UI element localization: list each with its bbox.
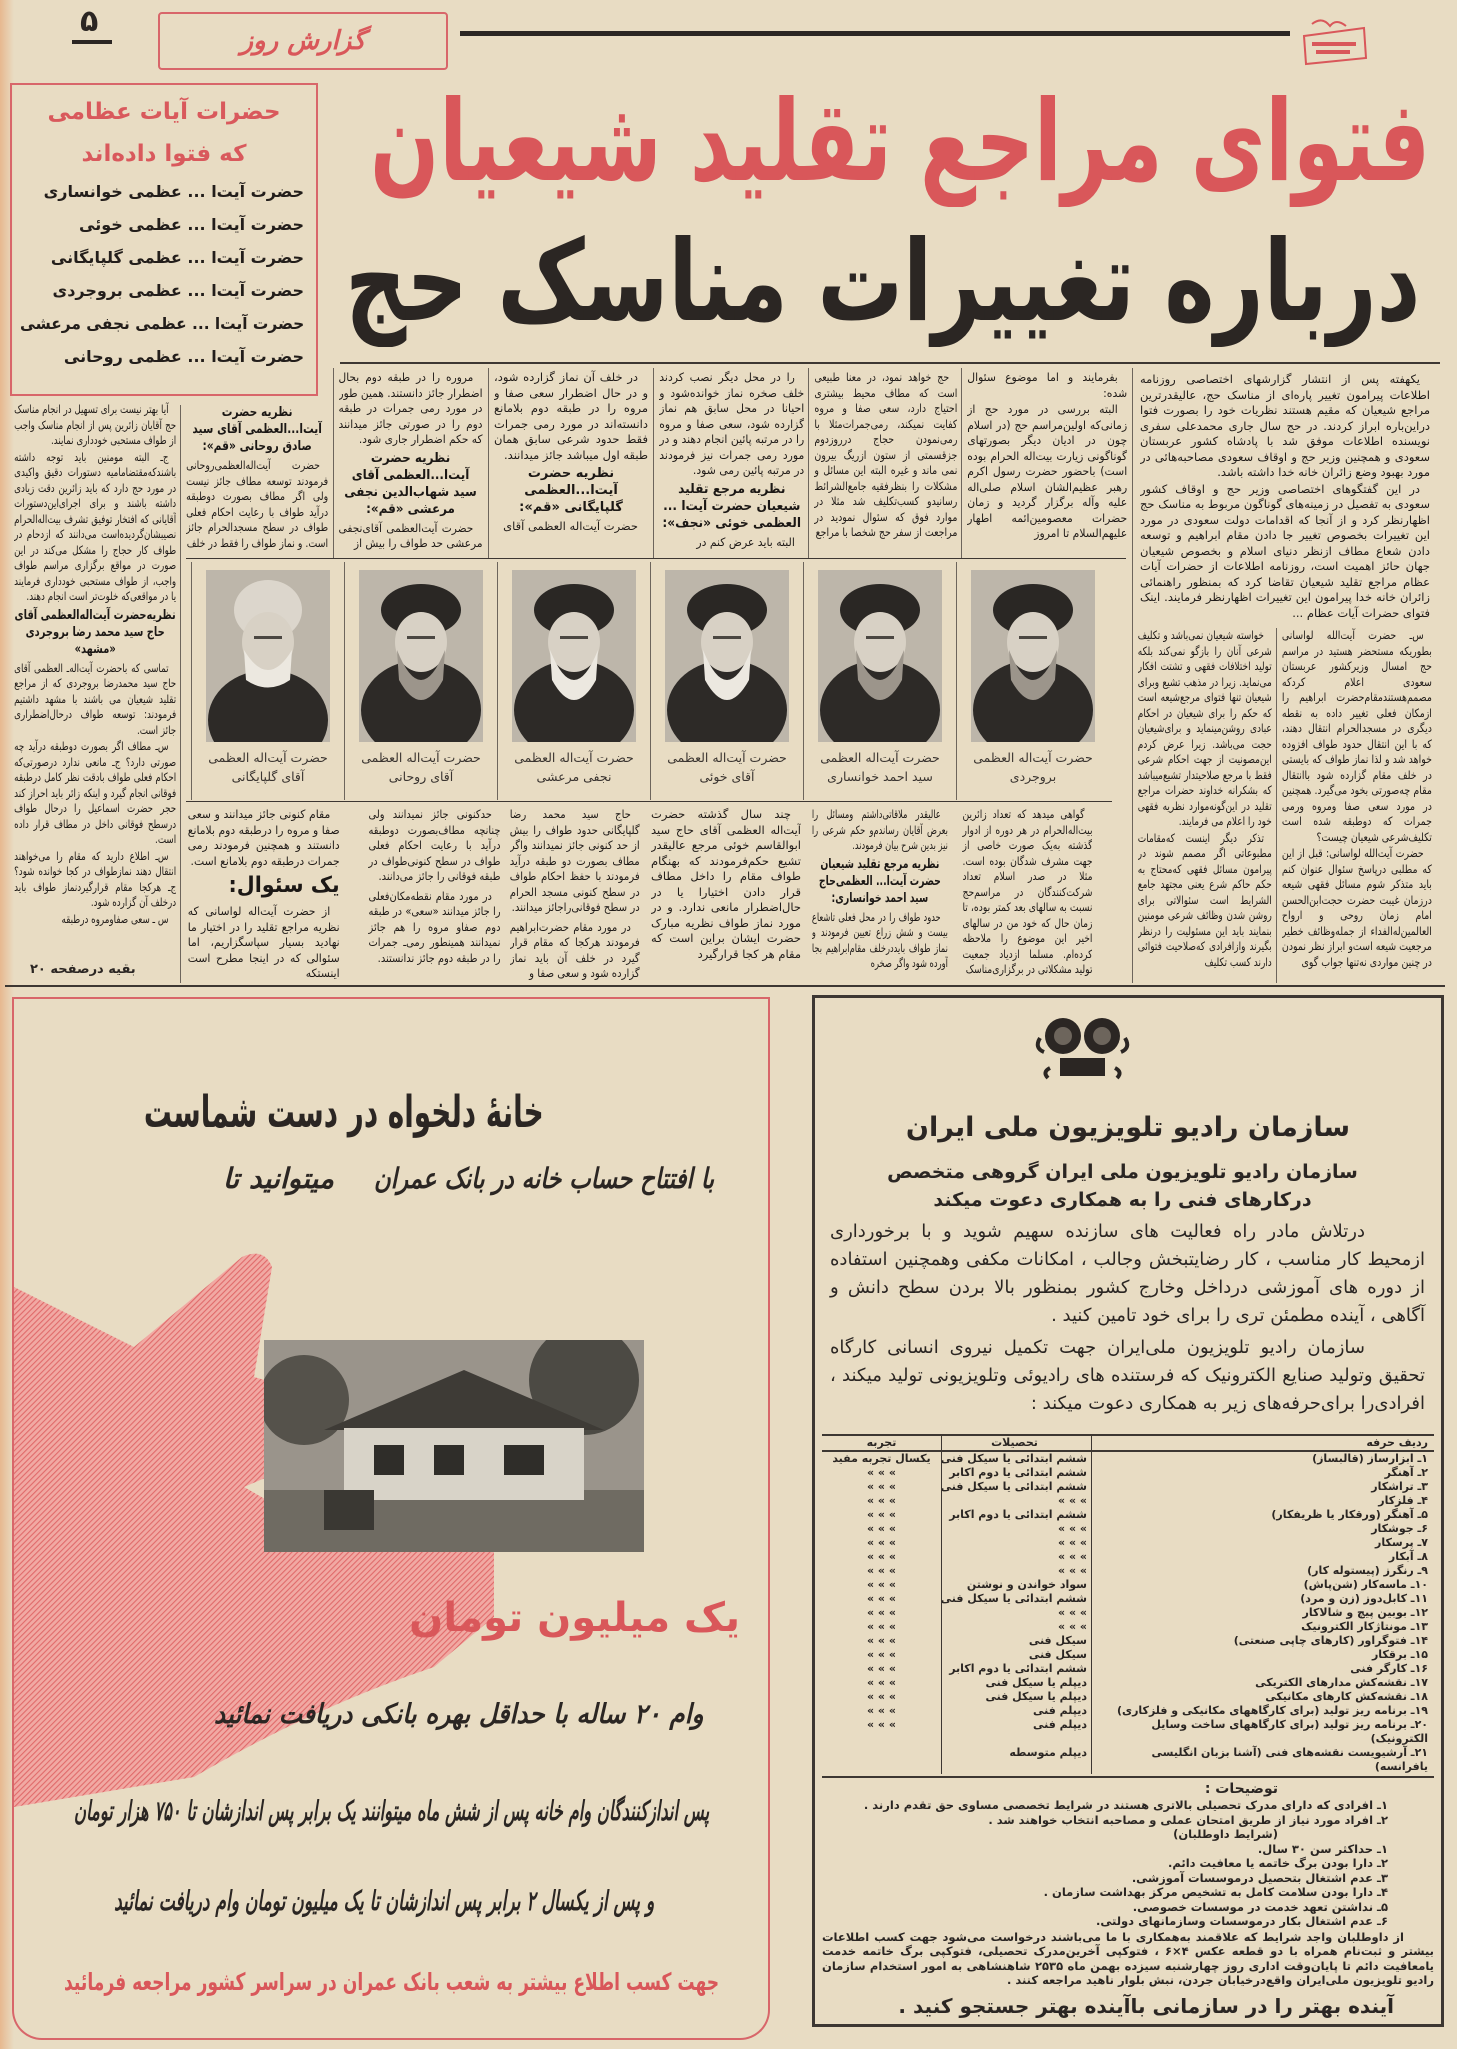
table-row xyxy=(822,1536,1434,1550)
cell-education: » » » xyxy=(942,1564,1092,1578)
cell-experience: » » » xyxy=(822,1718,942,1746)
portrait-caption-name: آقای خوئی xyxy=(699,769,755,784)
headline-line1-box xyxy=(370,72,1430,212)
headline-line2-box xyxy=(345,215,1420,350)
column-divider xyxy=(333,368,334,558)
ad-headline-box xyxy=(144,1085,544,1141)
article-paragraph: البته بررسی در مورد حج از زمانی‌که اولین‌مراسم حج (در اسلام چون در ادیان دیگر بصورتهای گوناگونی زیارت بیت‌اله الحرام بوده است) باحضور حضرت رسول اکرم رهبر عظیم‌الشان اسلام صلی‌اله علیه وآله برگزار گردید و زمان حضرات معصومین‌ائمه اطهار علیهم‌السلام تا امروز xyxy=(967,402,1127,540)
portrait-caption-name: نجفی مرعشی xyxy=(536,769,612,784)
column-divider xyxy=(180,405,181,983)
cell-education: سیکل فنی xyxy=(942,1634,1092,1648)
column-text xyxy=(339,370,483,553)
header-trade: ردیف حرفه xyxy=(1366,1436,1428,1449)
column-text xyxy=(186,402,328,552)
cell-education: ششم ابتدائی یا دوم اکابر xyxy=(942,1466,1092,1480)
article-paragraph: س‌ـ حضرت آیت‌الله لواسانی بطوریکه مستحضر هستید در مراسم حج امسال وزیرکشور عربستان سعودی اعلام کردکه مصمم‌هستندمقام‌حضرت ابراهیم را ازمکان فعلی تغییر داده به نقطه دیگری در مسجدالحرام انتقال دهند، که با این انتقال حدود طواف افزوده خواهد شد و لذا نماز طواف که بایستی در خلف مقام گزارده شود باانتقال مقام چه‌صورتی بخود می‌گیرد. همچنین در مورد سعی صفا ومروه ورمی جمرات که دوطبقه شده است تکلیف‌شرعی شیعیان چیست؟ xyxy=(1282,628,1432,844)
cleric-portrait-image xyxy=(206,570,330,742)
condition-item: ۱ـ حداکثر سن ۳۰ سال. xyxy=(1257,1841,1388,1856)
table-row xyxy=(822,1564,1434,1578)
ad-line-1: وام ۲۰ ساله با حداقل بهره بانکی دریافت نمائید xyxy=(214,1699,704,1730)
cell-trade: ۱ـ ابزارساز (قالبساز) xyxy=(1312,1452,1428,1465)
article-paragraph: عالیقدر ملاقاتی‌داشتم ومسائل را بعرض آقایان رساندم‌و حکم شرعی را نیز بدین شرح بیان فرمودند. xyxy=(812,807,948,852)
cleric-portrait-image xyxy=(818,570,942,742)
ad-top-border xyxy=(12,997,770,999)
table-row xyxy=(822,1550,1434,1564)
page-number-rule xyxy=(72,40,112,44)
column-text xyxy=(188,807,340,983)
ad-line-2-box xyxy=(74,1787,709,1837)
article-paragraph: حدکنونی جائز نمیدانند ولی چنانچه مطاف‌بصورت دوطبقه درآید با رعایت احکام فعلی طواف در سطح کنونی‌طواف در طبقه فوقانی را جائز می‌دانند. xyxy=(368,807,500,883)
cell-experience: » » » xyxy=(822,1648,942,1662)
article-paragraph: حضرت آیت‌العظمی آقای‌نجفی مرعشی حد طواف را بیش از xyxy=(339,520,483,550)
house-image xyxy=(264,1340,644,1552)
table-row xyxy=(822,1508,1434,1522)
article-column xyxy=(339,370,483,556)
cell-trade: ۱۱ـ کابل‌دوز (زن و مرد) xyxy=(1300,1592,1428,1605)
lower-section-rule xyxy=(5,985,1445,987)
cell-experience: » » » xyxy=(822,1578,942,1592)
article-paragraph: س ـ سعی صفاومروه درطبقه xyxy=(61,911,169,926)
column-text xyxy=(967,370,1127,543)
column-text xyxy=(812,807,948,973)
cell-education: ششم ابتدائی یا سیکل فنی xyxy=(942,1452,1092,1466)
cleric-portrait-image xyxy=(665,570,789,742)
cell-experience: » » » xyxy=(822,1620,942,1634)
article-column xyxy=(967,370,1127,556)
table-row xyxy=(822,1452,1434,1466)
article-paragraph: در مورد مقام حضرت‌ابراهیم فرمودند هرکجا که مقام قرار گیرد در خلف آن باید نماز گزارده شود و سعی صفا و xyxy=(510,919,640,980)
cleric-portrait-image xyxy=(359,570,483,742)
column-divider xyxy=(1276,628,1277,983)
house-photo xyxy=(264,1340,644,1552)
article-column xyxy=(659,370,804,556)
headline-line1: فتوای مراجع تقلید شیعیان xyxy=(369,77,1430,207)
table-row xyxy=(822,1634,1434,1648)
article-paragraph: حاج سید محمد رضا گلپایگانی حدود طواف را بیش از حد کنونی جائز نمیدانند واگر مطاف بصورت دو طبقه درآید فرمودند با حفظ احکام طواف در سطح کنونی مسجد الحرام در سطح فوقانی‌راجائز میدانند. xyxy=(510,807,640,914)
cell-trade: ۲۰ـ برنامه ریز تولید (برای کارگاههای ساخت وسایل الکترونیک) xyxy=(1151,1718,1428,1745)
article-column xyxy=(494,370,648,556)
cell-education: » » » xyxy=(942,1536,1092,1550)
column-divider xyxy=(808,368,809,558)
cell-trade: ۱۵ـ برقکار xyxy=(1371,1648,1428,1661)
article-paragraph: حدود طواف را در محل فعلی تاشعاع بیست و شش زراع تعیین فرمودند و نماز طواف بایددرخلف مقام‌ابراهیم بجا آورده شود واگر صخره xyxy=(812,909,948,970)
article-paragraph: از حضرت آیت‌اله لواسانی که نظریه مراجع تقلید را در اختیار ما نهادید بسیار سپاسگزاریم، اما سئوالی که در اینجا مطرح است اینستکه xyxy=(188,904,340,980)
ad-subline-2-box xyxy=(154,1157,334,1201)
column-text xyxy=(510,807,640,983)
column-text xyxy=(659,370,804,551)
cell-trade: ۱۷ـ نقشه‌کش مدارهای الکتریکی xyxy=(1255,1676,1428,1689)
portrait-caption-title: حضرت آیت‌اله العظمی xyxy=(514,750,634,765)
article-paragraph: تماسی که باحضرت آیت‌اله‌ـ العظمی آقای حاج سید محمدرضا بروجردی که از مراجع تقلید شیعیان می باشند با مشهد داشتیم فرمودند: توسعه طواف درحال‌اضطراری جائز است. xyxy=(14,660,176,737)
rtv-paragraph: درتلاش مادر راه فعالیت های سازنده سهیم شوید و با برخورداری ازمحیط کار مناسب ، کار رضایتبخش وجالب ، امکانات مکفی وهمچنین استفاده از دوره های آموزشی درداخل وخارج کشور بمنظور بالا بردن سطح دانش و آگاهی ، آینده مطمئن تری را برای خود تامین کنید . xyxy=(830,1221,1425,1326)
article-column xyxy=(188,807,340,983)
article-paragraph: ج‌ـ البته مومنین باید توجه داشته باشندکه‌مقتضامامیه دستورات دقیق واکیدی در مورد حج دارد که باید زائرین دقت زیادی داشته باشند و برای اجرای‌این‌دستورات آقایانی که افتخار توفیق تشرف بیت‌اله‌الحرام نصیبشان‌گردیده‌است می‌دانند که ازدحام در طواف کار حجاج را مشکل می‌کند در این صورت در مواقع برگزاری مراسم طواف واجب، از طواف مستحبی خودداری فرمایند یا در مواقعی‌که خلوت‌تر است انجام دهند. xyxy=(14,449,176,603)
fatwa-authorities-box xyxy=(10,83,318,396)
authority-name: حضرت آیت‌ا ... عظمی گلپایگانی xyxy=(50,248,304,267)
portrait-card xyxy=(956,562,1109,800)
cell-experience: » » » xyxy=(822,1592,942,1606)
article-subheading: نظریه حضرت آیت‌ا...العظمی آقای سید صادق روحانی «قم»: xyxy=(192,405,322,454)
table-row xyxy=(822,1578,1434,1592)
article-column xyxy=(962,807,1092,983)
table-row xyxy=(822,1480,1434,1494)
article-subheading: نظریه‌حضرت آیت‌اله‌العظمی آقای حاج سید محمد رضا بروجردی «مشهد» xyxy=(14,607,176,657)
authority-name: حضرت آیت‌ا ... عظمی روحانی xyxy=(63,347,304,366)
article-paragraph: در مورد مقام نقطه‌مکان‌فعلی را جائز میدانند «سعی» در طبقه دوم صفاو مروه را هم جائز نمیدانند همینطور رمی‌ـ جمرات را در طبقه دوم جائز ندانستند. xyxy=(368,888,500,965)
article-column xyxy=(1140,372,1430,624)
ad-line-3-box xyxy=(114,1877,654,1927)
article-subheading: نظریه حضرت آیت‌ا...العظمی آقای سید شهاب‌الدین نجفی مرعشی «قم»: xyxy=(344,450,478,517)
cleric-portrait-image xyxy=(971,570,1095,742)
article-column xyxy=(814,370,957,556)
ad-footer: جهت کسب اطلاع بیشتر به شعب بانک عمران در سراسر کشور مراجعه فرمائید xyxy=(63,1968,719,1996)
cell-experience: » » » xyxy=(822,1606,942,1620)
cell-experience: » » » xyxy=(822,1480,942,1494)
portrait-photo xyxy=(512,570,636,742)
cell-trade: ۹ـ رنگرز (پیستوله کار) xyxy=(1307,1564,1428,1577)
table-row xyxy=(822,1466,1434,1480)
cell-education: ششم ابتدائی یا سیکل فنی xyxy=(942,1480,1092,1494)
cell-trade: ۱۴ـ فتوگراور (کارهای چاپی صنعتی) xyxy=(1233,1634,1428,1647)
table-row xyxy=(822,1494,1434,1508)
table-row xyxy=(822,1662,1434,1676)
cell-experience xyxy=(822,1746,942,1774)
cell-education: » » » xyxy=(942,1606,1092,1620)
table-row xyxy=(822,1522,1434,1536)
cell-trade: ۵ـ آهنگر (ورقکار یا ظریفکار) xyxy=(1271,1508,1428,1521)
article-paragraph: گواهی میدهد که تعداد زائرین بیت‌اله‌الحرام در هر دوره از ادوار گذشته به‌یک صورت خاصی از جهت مشرف شدگان بوده است. مثلا در صدر اسلام تعداد شرکت‌کنندگان در مراسم‌حج نسبت به سالهای بعد کمتر بوده، تا زمان حال که خود من در سالهای اخیر این موضوع را ملاحظه کرده‌ام. مسلما ازدیاد جمعیت تولید مشکلاتی در برگزاری‌مناسک xyxy=(962,807,1092,976)
cell-trade: ۱۹ـ برنامه ریز تولید (برای کارگاههای مکانیکی و فلزکاری) xyxy=(1116,1704,1428,1717)
portrait-caption-name: بروجردی xyxy=(1009,769,1057,784)
table-row xyxy=(822,1704,1434,1718)
portrait-caption-name: سید احمد خوانساری xyxy=(827,769,933,784)
section-title-box xyxy=(158,12,448,70)
condition-item: ۳ـ عدم اشتغال بتحصیل درموسسات آموزشی. xyxy=(1131,1870,1388,1885)
table-header xyxy=(822,1436,1434,1452)
column-divider xyxy=(1132,368,1133,983)
column-text xyxy=(651,807,801,963)
article-top-rule xyxy=(340,362,1440,364)
portrait-caption xyxy=(957,748,1109,786)
article-column xyxy=(1282,628,1432,983)
article-paragraph: یکهفته پس از انتشار گزارشهای اختصاصی روزنامه اطلاعات پیرامون تغییر پاره‌ای از مناسک حج، عالیقدرترین مراجع شیعیان که مقیم هستند نظریات خود را بصورت فتوا دراین‌باره ابراز کردند. در حج سال جاری محمدعلی سفری نویسنده اطلاعات موفق شد با پادشاه کشور عربستان سعودی و همچنین وزیر حج و اوقاف سعودی مصاحبه‌هائی در مورد بهبود وضع زائران خانه خدا داشته باشد. xyxy=(1140,372,1430,479)
article-column xyxy=(186,402,328,555)
column-divider xyxy=(488,368,489,558)
cell-education: ششم ابتدائی یا سیکل فنی xyxy=(942,1592,1092,1606)
article-column xyxy=(14,402,176,954)
note-item: ۱ـ افرادی که دارای مدرک تحصیلی بالاتری هستند در شرایط تخصصی مساوی حق تقدم دارند . xyxy=(863,1798,1388,1812)
cell-trade: ۲ـ آهنگر xyxy=(1384,1466,1428,1479)
table-row xyxy=(822,1676,1434,1690)
portrait-caption xyxy=(192,748,344,786)
article-paragraph: البته باید عرض کنم در xyxy=(696,534,795,549)
page-number: ۵ xyxy=(80,4,99,39)
positions-table xyxy=(822,1434,1434,1778)
cell-education: ششم ابتدائی یا دوم اکابر xyxy=(942,1508,1092,1522)
cell-trade: ۱۸ـ نقشه‌کش کارهای مکانیکی xyxy=(1265,1690,1428,1703)
article-paragraph: س‌ـ اطلاع دارید که مقام را می‌خواهند انتقال دهند نمازطواف در کجا خوانده شود؟ ج‌ـ هرکجا مقام قرارگیرد‌نماز طواف باید درخلف آن گزارده شود. xyxy=(14,848,176,909)
cell-trade: ۴ـ فلزکار xyxy=(1378,1494,1428,1507)
cell-trade: ۲۱ـ آرشیویست نقشه‌های فنی (آشنا بزبان انگلیسی یافرانسه) xyxy=(1151,1746,1428,1773)
condition-item: ۶ـ عدم اشتغال بکار درموسسات وسازمانهای دولتی. xyxy=(1096,1914,1388,1928)
masthead-rule xyxy=(460,31,1290,36)
cell-experience: » » » xyxy=(822,1676,942,1690)
article-paragraph: آیا بهتر نیست برای تسهیل در انجام مناسک حج آقایان زائرین پس از انجام مناسک واجب از طواف مستحبی خودداری نمایند. xyxy=(14,402,176,447)
article-column xyxy=(1138,628,1272,983)
article-paragraph: خواسته شیعیان نمی‌باشد و تکلیف شرعی آنان را بازگو نمی‌کند بلکه تولید اختلافات فقهی و تشتت افکار می‌نماید. زیرا در مذهب تشیع وبرای شیعیان تنها فتوای مرجع‌شیعه است که حکم را برای شیعیان در احکام عبادی روشن‌مینماید و برای‌شیعیان حجت می‌باشد. زیرا عرض کردم این‌مصونیت از جهت احکام شرعی فقط با مرجع صلاحیتدار تشیع‌میباشد که بشکرانه خداوند حضرات مراجع تقلید در این‌گونه‌موارد نظریه فقهی خود را اعلام می فرمایند. xyxy=(1138,628,1272,828)
cell-experience: یکسال تجربه مفید xyxy=(822,1452,942,1466)
article-paragraph: حضرت آیت‌الله لواسانی: قبل از این که مطلبی درپاسخ سئوال عنوان کنم باید متذکر شوم مسائل فقهی شیعه درزمان غیبت حضرت حجت‌ابن‌الحسن امام زمان روحی و ارواح العالمین‌له‌الفداء از جمله‌وظائف خطیر مرجعیت شیعه است‌و ابراز نظر نمودن در چنین مواردی نه‌تنها جواب گوی xyxy=(1282,846,1432,969)
authority-name: حضرت آیت‌ا ... عظمی نجفی مرعشی xyxy=(19,314,304,333)
cell-trade: ۳ـ تراشکار xyxy=(1371,1480,1428,1493)
lions-emblem-icon xyxy=(1030,1008,1135,1088)
headline-line2: درباره تغییرات مناسک حج xyxy=(344,217,1420,347)
portrait-card xyxy=(191,562,344,800)
cell-education: دیپلم یا سیکل فنی xyxy=(942,1676,1092,1690)
ad-subline-2: میتوانید تا xyxy=(222,1162,334,1195)
cell-trade: ۱۶ـ کارگر فنی xyxy=(1350,1662,1428,1675)
cell-experience: » » » xyxy=(822,1662,942,1676)
portrait-caption-title: حضرت آیت‌اله العظمی xyxy=(667,750,787,765)
portrait-photo xyxy=(206,570,330,742)
cell-trade: ۱۳ـ مونتاژکار الکترونیک xyxy=(1301,1620,1428,1633)
article-paragraph: مروره را در طبقه دوم بحال اضطرار جائز دانستند. همین طور در مورد رمی جمرات در طبقه دوم را در صورتی جائز میدانند که حکم اضطرار جاری شود. xyxy=(339,370,483,446)
logo-stamp-icon xyxy=(1298,14,1370,72)
portrait-caption-title: حضرت آیت‌اله العظمی xyxy=(361,750,481,765)
article-paragraph: حج خواهد نمود، در معنا طبیعی است که مطاف محیط بیشتری احتیاج دارد، سعی صفا و مروه کفایت نمیکند، رمی‌جمرات‌مثلا با رمی‌نمودن حجاج درروزدوم جزقسمتی از ستون ازریگ بیرون نمی ماند و غیره البته این مسائل و مشکلات را بنظرفقیه جامع‌الشرائط رسانیدو کسب‌تکلیف شد مثلا در موارد فوق که سئوال نمودید در مراجعت از سفر حج شخصا با مراجع xyxy=(814,370,957,539)
cell-education: سواد خواندن و نوشتن xyxy=(942,1578,1092,1592)
portrait-photo xyxy=(665,570,789,742)
article-paragraph: در این گفتگوهای اختصاصی وزیر حج و اوقاف کشور سعودی به تفصیل در زمینه‌های گوناگون مربوط به مناسک حج اظهارنظر کرد و از آنجا که اقدامات دولت سعودی در مورد این تغییرات بخصوص تغییر جا دادن مقام ابراهیم و توسعه دادن شعاع مطاف ازنظر دنیای اسلام و بخصوص شیعیان جهان حائز اهمیت است، روزنامه اطلاعات از حضرات آیات عظام مراجع تقلید شیعیان تقاضا کرد که بمنظور راهنمائی زائران خانه خدا پیرامون این تغییرات اظهارنظر فرمایند. اینک فتوای حضرات آیات عظام ... xyxy=(1140,481,1430,620)
cell-experience: » » » xyxy=(822,1634,942,1648)
portrait-caption-name: آقای روحانی xyxy=(388,769,454,784)
header-experience: تجربه xyxy=(822,1436,942,1450)
note-item: ۲ـ افراد مورد نیاز از طریق امتحان عملی و مصاحبه انتخاب خواهند شد . xyxy=(988,1812,1388,1827)
cell-education: » » » xyxy=(942,1550,1092,1564)
portrait-caption-name: آقای گلپایگانی xyxy=(231,769,305,784)
table-row xyxy=(822,1648,1434,1662)
portrait-photo xyxy=(818,570,942,742)
article-column xyxy=(812,807,948,983)
column-text xyxy=(368,807,500,967)
box-title-line1: حضرات آیات عظامی xyxy=(47,99,281,125)
cell-experience: » » » xyxy=(822,1508,942,1522)
column-divider xyxy=(961,368,962,558)
application-instructions: از داوطلبان واجد شرایط که علاقمند به‌همکاری با ما می‌باشند درخواست می‌شود جهت کسب اطلاعات بیشتر و ثبت‌نام همراه با دو قطعه عکس ۴×۶ ، فتوکپی آخرین‌مدرک تحصیلی، فتوکپی برگ خاتمه خدمت یامعافیت دائم تا پایان‌وقت اداری روز چهارشنبه سیزده بهمن ماه ۲۵۳۵ شاهنشاهی به امور استخدام سازمان رادیو تلویزیون ملی‌ایران واقع‌درخیابان جردن، نبش بلوار ناهید مراجعه کنند . xyxy=(822,1929,1434,1987)
cell-trade: ۱۲ـ بوبین پیچ و شالاکار xyxy=(1302,1606,1428,1619)
portrait-caption xyxy=(804,748,956,786)
cell-experience: » » » xyxy=(822,1550,942,1564)
article-paragraph: را در محل دیگر نصب کردند خلف صخره نماز خوانده‌شود و احیانا در محل سابق هم نماز گزارده شود، سعی صفا و مروه را در مرتبه پائین انجام دهند و در مورد رمی جمرات نیز فرمودند در مرتبه پائین رمی شود. xyxy=(659,370,804,477)
cell-education: » » » xyxy=(942,1494,1092,1508)
section-title: گزارش روز xyxy=(240,26,366,56)
rtv-subtitle: سازمان رادیو تلویزیون ملی ایران گروهی متخصص درکارهای فنی را به همکاری دعوت میکند xyxy=(887,1161,1358,1211)
column-text xyxy=(1138,628,1272,971)
rtv-slogan: آینده بهتر را در سازمانی باآینده بهتر جستجو کنید . xyxy=(898,1993,1394,2018)
authority-name: حضرت آیت‌ا ... عظمی خوانساری xyxy=(43,182,304,201)
cell-experience: » » » xyxy=(822,1466,942,1480)
conditions-title: (شرایط داوطلبان) xyxy=(1173,1827,1278,1841)
cell-education: » » » xyxy=(942,1522,1092,1536)
cell-education: دیپلم متوسطه xyxy=(942,1746,1092,1774)
article-paragraph: تذکر دیگر اینست که‌مقامات مطبوعاتی اگر مصمم شوند در پیرامون مسائل فقهی که‌محتاج به حکم حاکم شرع یعنی مجتهد جامع الشرایط است سئوالاتی برای روشن شدن وظائف شرعی مومنین بنمایند باید این مسئولیت را درنظر بگیرند وازافرادی که‌صلاحیت فتوائی دارند کسب تکلیف xyxy=(1138,830,1272,969)
article-paragraph: حضرت آیت‌اله‌العظمی‌روحانی فرمودند توسعه مطاف جائز نیست ولی اگر مطاف بصورت دوطبقه درآید طواف با رعایت احکام فعلی طواف در سطح مسجدالحرام جائز است. و نماز طواف را فقط در خلف xyxy=(186,458,328,550)
cell-experience: » » » xyxy=(822,1564,942,1578)
article-paragraph: بفرمایند و اما موضوع سئوال شده: xyxy=(967,370,1127,400)
ad-line-3: و پس از یکسال ۲ برابر پس اندازشان تا یک میلیون تومان وام دریافت نمائید xyxy=(113,1886,654,1917)
authority-name: حضرت آیت‌ا ... عظمی بروجردی xyxy=(52,281,304,300)
ad-headline: خانهٔ دلخواه در دست شماست xyxy=(144,1087,544,1138)
article-paragraph: در خلف آن نماز گزارده شود، و در حال اضطرار سعی صفا و مروه را در طبقه دوم بلامانع دانسته‌اند در مورد رمی جمرات فقط حدود شرعی سابق همان طبقه اول میباشد جائز میدانند. xyxy=(494,370,648,462)
condition-item: ۲ـ دارا بودن برگ خاتمه یا معافیت دائم. xyxy=(1167,1856,1388,1870)
article-column xyxy=(651,807,801,983)
continued-on-page: بقیه درصفحه ۲۰ xyxy=(30,962,136,977)
portrait-bottom-rule xyxy=(186,801,1112,802)
article-paragraph: مقام کنونی جائز میدانند و سعی صفا و مروه را درطبقه دوم بلامانع دانستند و همچنین فرمودند رمی جمرات درطبقه دوم بلامانع است. xyxy=(188,807,340,868)
notes-list xyxy=(822,1781,1434,1929)
article-subheading: نظریه حضرت آیت‌ا...العظمی گلپایگانی «قم»: xyxy=(519,466,623,515)
table-row xyxy=(822,1606,1434,1620)
cell-education: » » » xyxy=(942,1620,1092,1634)
article-column xyxy=(510,807,640,983)
portrait-caption xyxy=(651,748,803,786)
portrait-caption xyxy=(498,748,650,786)
rtv-lower-section xyxy=(822,1434,1434,2020)
cell-education: دیپلم فنی xyxy=(942,1704,1092,1718)
cell-trade: ۷ـ پرسکار xyxy=(1375,1536,1428,1549)
portrait-photo xyxy=(359,570,483,742)
bank-omran-ad xyxy=(12,997,770,2040)
article-subheading: نظریه مرجع تقلید شیعیان حضرت آیت‌ا... العظمی‌حاج سید احمد خوانساری: xyxy=(818,856,942,906)
ad-footer-box xyxy=(64,1962,719,2002)
table-row xyxy=(822,1690,1434,1704)
table-row xyxy=(822,1718,1434,1746)
portrait-card xyxy=(344,562,497,800)
column-text xyxy=(14,402,176,928)
ad-subline-box xyxy=(374,1157,714,1201)
ad-line-2: پس اندازکنندگان وام خانه پس از شش ماه میتوانند یک برابر پس اندازشان تا ۷۵۰ هزار تومان xyxy=(73,1796,710,1827)
cell-trade: ۸ـ آبکار xyxy=(1388,1550,1428,1563)
cell-experience: » » » xyxy=(822,1704,942,1718)
portrait-photo xyxy=(971,570,1095,742)
notes-title: توضیحات : xyxy=(1204,1781,1278,1797)
article-paragraph: حضرت آیت‌اله العظمی آقای xyxy=(503,519,638,533)
column-divider xyxy=(653,368,654,558)
portrait-caption xyxy=(345,748,497,786)
column-text xyxy=(814,370,957,542)
cell-experience: » » » xyxy=(822,1690,942,1704)
cell-education: دیپلم یا سیکل فنی xyxy=(942,1690,1092,1704)
portrait-top-rule xyxy=(186,558,1126,559)
article-subheading: یک سئوال: xyxy=(228,873,340,898)
header-education: تحصیلات xyxy=(942,1436,1092,1450)
table-row xyxy=(822,1620,1434,1634)
column-text xyxy=(962,807,1092,979)
portrait-card xyxy=(497,562,650,800)
column-text xyxy=(1282,628,1432,971)
cell-trade: ۶ـ جوشکار xyxy=(1371,1522,1428,1535)
condition-item: ۵ـ نداشتن تعهد خدمت در موسسات خصوصی. xyxy=(1132,1899,1388,1914)
rtv-paragraph: سازمان رادیو تلویزیون ملی‌ایران جهت تکمیل نیروی انسانی کارگاه تحقیق وتولید صنایع الکترونیک که فرستنده های رادیوئی وتلویزیونی تولید میکند ، افرادی‌را برای‌حرفه‌های زیر به همکاری دعوت میکند : xyxy=(830,1337,1425,1414)
cell-trade: ۱۰ـ ماسه‌کار (شن‌پاش) xyxy=(1303,1578,1428,1591)
portrait-caption-title: حضرت آیت‌اله العظمی xyxy=(208,750,328,765)
table-row xyxy=(822,1592,1434,1606)
box-title-line2: که فتوا داده‌اند xyxy=(81,141,247,167)
cell-education: ششم ابتدائی یا دوم اکابر xyxy=(942,1662,1092,1676)
article-column xyxy=(368,807,500,983)
condition-item: ۴ـ دارا بودن سلامت کامل به تشخیص مرکز بهداشت سازمان . xyxy=(1043,1885,1388,1899)
cell-experience: » » » xyxy=(822,1494,942,1508)
cell-experience: » » » xyxy=(822,1522,942,1536)
column-text xyxy=(1140,372,1430,622)
cell-education: دیپلم فنی xyxy=(942,1718,1092,1746)
cell-experience: » » » xyxy=(822,1536,942,1550)
table-row xyxy=(822,1746,1434,1774)
newspaper-logo xyxy=(1298,14,1370,72)
cell-education: سیکل فنی xyxy=(942,1648,1092,1662)
ad-line-1-box xyxy=(214,1692,704,1738)
cleric-portrait-image xyxy=(512,570,636,742)
rtv-title: سازمان رادیو تلویزیون ملی ایران xyxy=(905,1112,1351,1143)
column-text xyxy=(494,370,648,536)
portrait-caption-title: حضرت آیت‌اله العظمی xyxy=(820,750,940,765)
ad-subline: با افتتاح حساب خانه در بانک عمران xyxy=(373,1162,714,1195)
portrait-card xyxy=(650,562,803,800)
portrait-caption-title: حضرت آیت‌اله العظمی xyxy=(973,750,1093,765)
authority-name: حضرت آیت‌ا ... عظمی خوئی xyxy=(79,215,304,234)
article-paragraph: چند سال گذشته حضرت آیت‌اله العظمی آقای حاج سید ابوالقاسم خوئی مرجع عالیقدر تشیع حکم‌فرمودند که بهنگام طواف مقام را داخل مطاف قرار دادن اختیارا یا در حال‌اضطرار مانعی ندارد. و در مورد نماز طواف نظریه مبارک حضرت ایشان براین است که مقام هر کجا قرارگیرد xyxy=(651,807,801,961)
article-paragraph: س‌ـ مطاف اگر بصورت دوطبقه درآید چه صورتی دارد؟ ج‌ـ مانعی ندارد درصورتی‌که احکام فعلی طواف بادقت نظر کامل درطبقه فوقانی انجام گیرد و اینکه زائر باید احراز کند حجر حضرت اسماعیل را درحال طواف درسطح فوقانی داخل در مطاف قرار داده است. xyxy=(14,739,176,846)
portrait-card xyxy=(803,562,956,800)
ad-amount: یک میلیون تومان xyxy=(409,1595,740,1641)
article-subheading: نظریه مرجع تقلید شیعیان حضرت آیت‌ا ... العظمی خوئی «نجف»: xyxy=(662,481,801,531)
